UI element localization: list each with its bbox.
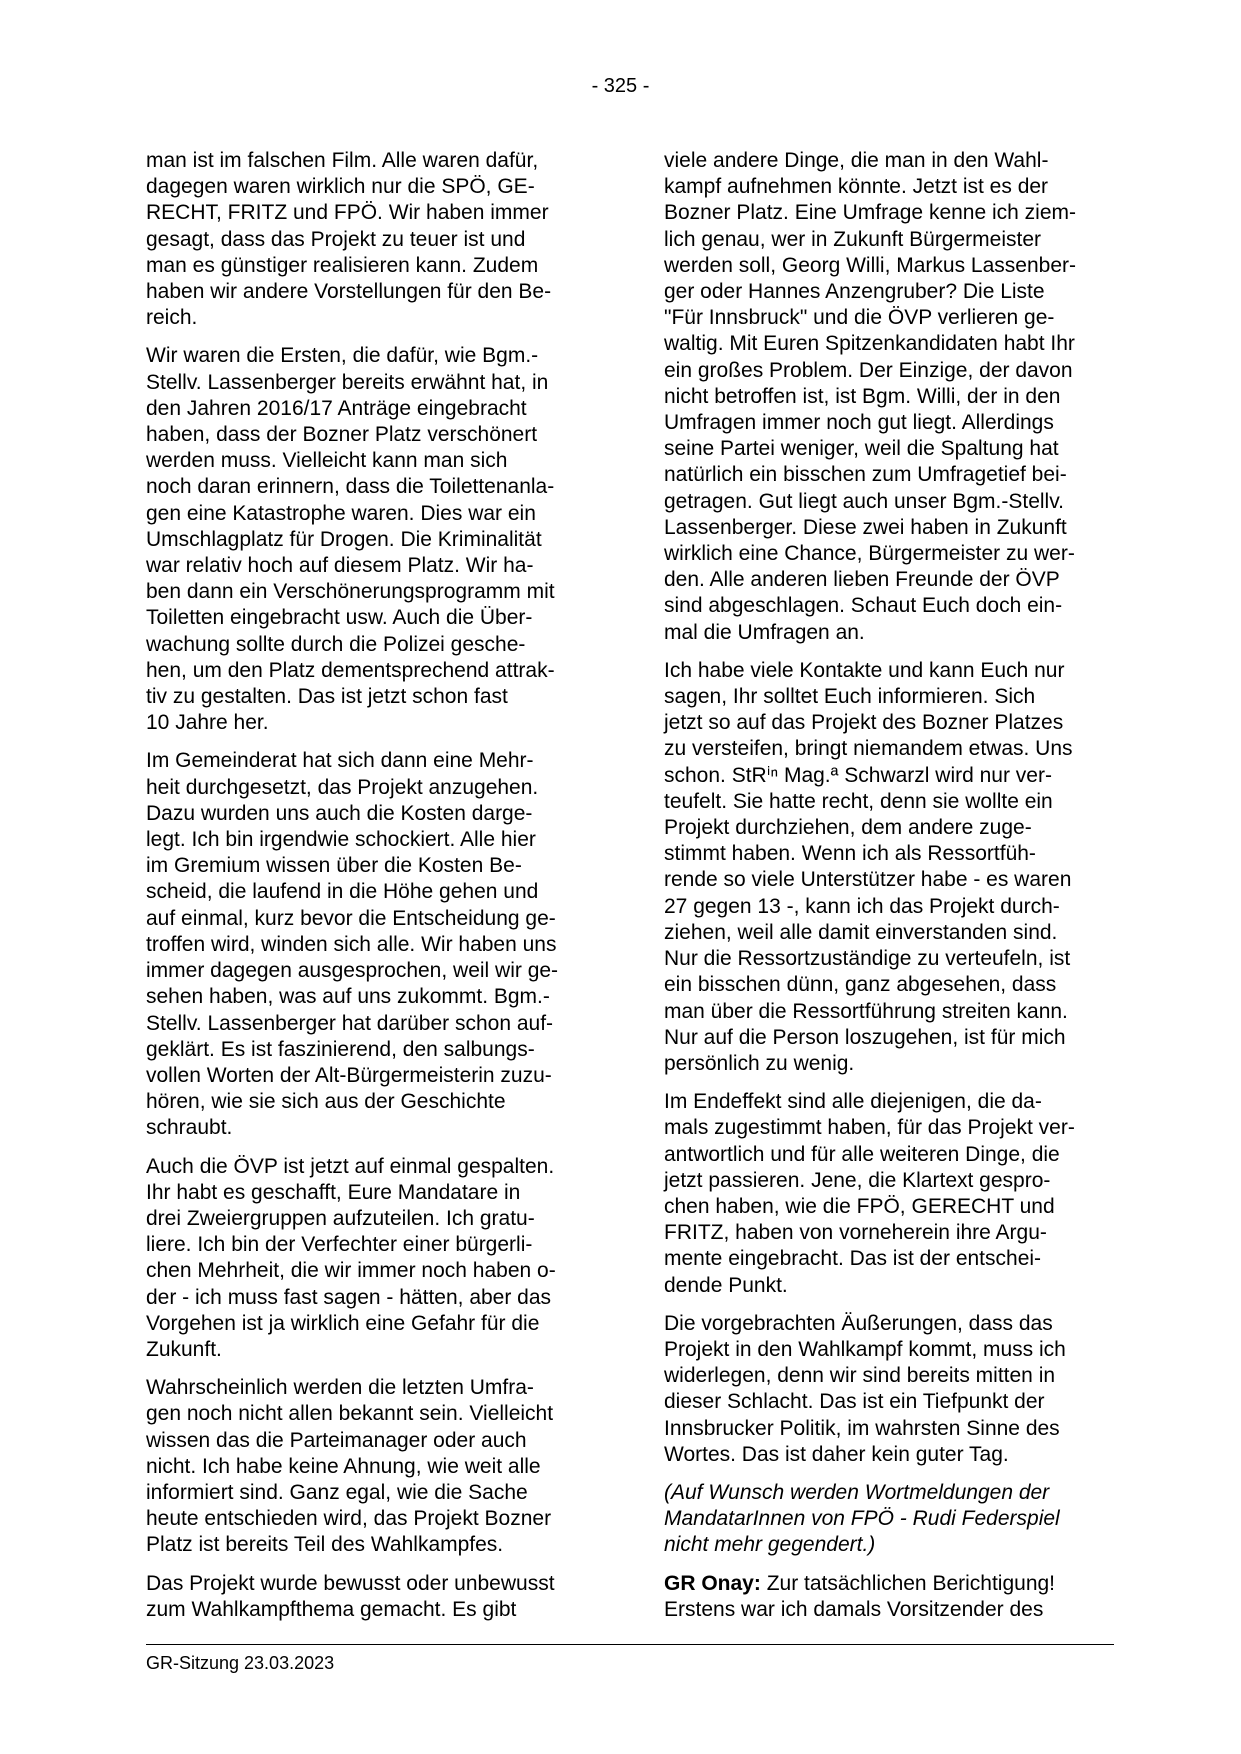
text-line: im Gremium wissen über die Kosten Be- bbox=[146, 854, 522, 878]
text-line: werden muss. Vielleicht kann man sich bbox=[146, 449, 508, 473]
text-line: auf einmal, kurz bevor die Entscheidung ge- bbox=[146, 906, 556, 930]
text-line: Wahrscheinlich werden die letzten Umfra- bbox=[146, 1376, 534, 1400]
text-line: dieser Schlacht. Das ist ein Tiefpunkt der bbox=[664, 1390, 1045, 1414]
final-paragraph bbox=[664, 1571, 1132, 1623]
text-line: Die vorgebrachten Äußerungen, dass das bbox=[664, 1311, 1053, 1335]
paragraph bbox=[664, 1089, 1132, 1299]
text-line: Stellv. Lassenberger hat darüber schon auf- bbox=[146, 1011, 554, 1035]
text-line: Innsbrucker Politik, im wahrsten Sinne des bbox=[664, 1416, 1060, 1440]
text-line: Wir waren die Ersten, die dafür, wie Bgm.- bbox=[146, 344, 539, 368]
text-line: seine Partei weniger, weil die Spaltung hat bbox=[664, 437, 1059, 461]
text-line: chen Mehrheit, die wir immer noch haben o- bbox=[146, 1259, 556, 1283]
text-line: Ich habe viele Kontakte und kann Euch nur bbox=[664, 658, 1065, 682]
text-line: troffen wird, winden sich alle. Wir haben uns bbox=[146, 932, 557, 956]
text-line: heit durchgesetzt, das Projekt anzugehen. bbox=[146, 775, 539, 799]
text-line: wachung sollte durch die Polizei gesche- bbox=[146, 632, 526, 656]
final-paragraph-text: Zur tatsächlichen Berichtigung! bbox=[760, 1571, 1056, 1595]
text-line: immer dagegen ausgesprochen, weil wir ge- bbox=[146, 959, 559, 983]
text-line: Vorgehen ist ja wirklich eine Gefahr für die bbox=[146, 1311, 540, 1335]
text-line: sagen, Ihr solltet Euch informieren. Sich bbox=[664, 685, 1036, 709]
text-line: Das Projekt wurde bewusst oder unbewusst bbox=[146, 1571, 555, 1595]
text-line: ein großes Problem. Der Einzige, der davon bbox=[664, 358, 1073, 382]
footer-divider bbox=[146, 1644, 1114, 1645]
text-line: zu versteifen, bringt niemandem etwas. Uns bbox=[664, 737, 1073, 761]
text-line: drei Zweiergruppen aufzuteilen. Ich gratu- bbox=[146, 1206, 535, 1230]
text-line: informiert sind. Ganz egal, wie die Sache bbox=[146, 1480, 528, 1504]
footer-session-date: GR-Sitzung 23.03.2023 bbox=[146, 1653, 335, 1673]
text-line: lich genau, wer in Zukunft Bürgermeister bbox=[664, 227, 1042, 251]
text-line: 27 gegen 13 -, kann ich das Projekt durch- bbox=[664, 894, 1060, 918]
italic-note-line: nicht mehr gegendert.) bbox=[664, 1533, 876, 1557]
text-line: getragen. Gut liegt auch unser Bgm.-Stellv. bbox=[664, 489, 1064, 513]
text-line: Nur die Ressortzuständige zu verteufeln, ist bbox=[664, 947, 1071, 971]
text-line: man ist im falschen Film. Alle waren dafür, bbox=[146, 149, 539, 172]
text-line: dende Punkt. bbox=[664, 1273, 788, 1297]
final-paragraph-line: Erstens war ich damals Vorsitzender des bbox=[664, 1597, 1044, 1621]
paragraph bbox=[146, 748, 614, 1141]
text-line: war relativ hoch auf diesem Platz. Wir ha- bbox=[146, 554, 534, 578]
text-line: kampf aufnehmen könnte. Jetzt ist es der bbox=[664, 175, 1049, 199]
text-line: Projekt in den Wahlkampf kommt, muss ich bbox=[664, 1337, 1066, 1361]
text-line: Projekt durchziehen, dem andere zuge- bbox=[664, 816, 1032, 840]
text-line: Umfragen immer noch gut liegt. Allerdings bbox=[664, 411, 1054, 435]
text-line: antwortlich und für alle weiteren Dinge, die bbox=[664, 1142, 1060, 1166]
text-line: den Jahren 2016/17 Anträge eingebracht bbox=[146, 396, 527, 420]
text-line: scheid, die laufend in die Höhe gehen und bbox=[146, 880, 539, 904]
text-line: viele andere Dinge, die man in den Wahl- bbox=[664, 149, 1049, 172]
text-line: man über die Ressortführung streiten kann. bbox=[664, 999, 1068, 1023]
text-line: jetzt passieren. Jene, die Klartext gespro- bbox=[664, 1168, 1051, 1192]
paragraph bbox=[146, 1375, 614, 1558]
text-line: liere. Ich bin der Verfechter einer bürgerli- bbox=[146, 1233, 533, 1257]
italic-note-line: MandatarInnen von FPÖ - Rudi Federspiel bbox=[664, 1507, 1060, 1531]
text-line: Bozner Platz. Eine Umfrage kenne ich ziem- bbox=[664, 201, 1077, 225]
text-line: zum Wahlkampfthema gemacht. Es gibt bbox=[146, 1597, 517, 1621]
text-line: man es günstiger realisieren kann. Zudem bbox=[146, 253, 539, 277]
text-line: 10 Jahre her. bbox=[146, 711, 269, 735]
paragraph bbox=[664, 148, 1132, 646]
text-line: chen haben, wie die FPÖ, GERECHT und bbox=[664, 1194, 1055, 1218]
text-line: Toiletten eingebracht usw. Auch die Über- bbox=[146, 606, 533, 630]
text-line: heute entschieden wird, das Projekt Bozner bbox=[146, 1507, 552, 1531]
paragraph bbox=[664, 1311, 1132, 1468]
right-text-column bbox=[664, 148, 1132, 1635]
text-line: wirklich eine Chance, Bürgermeister zu wer- bbox=[664, 542, 1075, 566]
text-line: Dazu wurden uns auch die Kosten darge- bbox=[146, 801, 533, 825]
text-line: Platz ist bereits Teil des Wahlkampfes. bbox=[146, 1533, 504, 1557]
speaker-name: GR Onay: bbox=[664, 1571, 761, 1595]
text-line: persönlich zu wenig. bbox=[664, 1051, 855, 1075]
text-line: mal die Umfragen an. bbox=[664, 620, 865, 644]
text-line: "Für Innsbruck" und die ÖVP verlieren ge- bbox=[664, 306, 1055, 330]
text-line: gen noch nicht allen bekannt sein. Vielleicht bbox=[146, 1402, 554, 1426]
text-line: jetzt so auf das Projekt des Bozner Platzes bbox=[664, 711, 1064, 735]
text-line: Stellv. Lassenberger bereits erwähnt hat, in bbox=[146, 370, 549, 394]
text-line: vollen Worten der Alt-Bürgermeisterin zuzu- bbox=[146, 1063, 552, 1087]
text-line: Zukunft. bbox=[146, 1337, 222, 1361]
text-line: RECHT, FRITZ und FPÖ. Wir haben immer bbox=[146, 201, 549, 225]
text-line: haben, dass der Bozner Platz verschönert bbox=[146, 423, 538, 447]
text-line: ger oder Hannes Anzengruber? Die Liste bbox=[664, 280, 1045, 304]
page-number: - 325 - bbox=[591, 75, 650, 97]
paragraph bbox=[146, 1571, 614, 1623]
text-line: werden soll, Georg Willi, Markus Lassenber- bbox=[664, 253, 1076, 277]
text-line: Nur auf die Person loszugehen, ist für mich bbox=[664, 1025, 1066, 1049]
text-line: haben wir andere Vorstellungen für den Be- bbox=[146, 280, 552, 304]
text-line: gen eine Katastrophe waren. Dies war ein bbox=[146, 501, 536, 525]
text-line: waltig. Mit Euren Spitzenkandidaten habt Ihr bbox=[664, 332, 1075, 356]
text-line: den. Alle anderen lieben Freunde der ÖVP bbox=[664, 568, 1060, 592]
text-line: Im Endeffekt sind alle diejenigen, die da- bbox=[664, 1090, 1042, 1114]
text-line: wissen das die Parteimanager oder auch bbox=[146, 1428, 527, 1452]
text-line: reich. bbox=[146, 306, 198, 330]
text-line: schraubt. bbox=[146, 1116, 233, 1140]
text-line: der - ich muss fast sagen - hätten, aber das bbox=[146, 1285, 552, 1309]
text-line: rende so viele Unterstützer habe - es waren bbox=[664, 868, 1072, 892]
paragraph bbox=[664, 658, 1132, 1077]
text-line: sind abgeschlagen. Schaut Euch doch ein- bbox=[664, 594, 1063, 618]
final-paragraph-line bbox=[664, 1571, 1132, 1597]
text-line: stimmt haben. Wenn ich als Ressortfüh- bbox=[664, 842, 1036, 866]
text-line: Wortes. Das ist daher kein guter Tag. bbox=[664, 1442, 1009, 1466]
text-line: ein bisschen dünn, ganz abgesehen, dass bbox=[664, 973, 1057, 997]
text-line: noch daran erinnern, dass die Toilettenanla- bbox=[146, 475, 555, 499]
text-line: nicht. Ich habe keine Ahnung, wie weit alle bbox=[146, 1454, 541, 1478]
text-line: Auch die ÖVP ist jetzt auf einmal gespalten. bbox=[146, 1154, 555, 1178]
text-line: legt. Ich bin irgendwie schockiert. Alle hier bbox=[146, 828, 536, 852]
text-line: dagegen waren wirklich nur die SPÖ, GE- bbox=[146, 175, 535, 199]
text-line: mente eingebracht. Das ist der entschei- bbox=[664, 1247, 1042, 1271]
text-line: nicht betroffen ist, ist Bgm. Willi, der in den bbox=[664, 384, 1061, 408]
right-column-paragraphs bbox=[664, 148, 1132, 1468]
text-line: geklärt. Es ist faszinierend, den salbungs- bbox=[146, 1037, 535, 1061]
text-line: widerlegen, denn wir sind bereits mitten in bbox=[664, 1364, 1056, 1388]
paragraph bbox=[146, 1154, 614, 1364]
left-text-column bbox=[146, 148, 614, 1635]
text-line: tiv zu gestalten. Das ist jetzt schon fast bbox=[146, 685, 508, 709]
text-line: schon. StRⁱⁿ Mag.ª Schwarzl wird nur ver- bbox=[664, 763, 1052, 787]
text-line: FRITZ, haben von vorneherein ihre Argu- bbox=[664, 1221, 1047, 1245]
text-line: gesagt, dass das Projekt zu teuer ist und bbox=[146, 227, 526, 251]
paragraph bbox=[146, 343, 614, 736]
text-line: ben dann ein Verschönerungsprogramm mit bbox=[146, 580, 555, 604]
text-line: Ihr habt es geschafft, Eure Mandatare in bbox=[146, 1180, 521, 1204]
text-line: natürlich ein bisschen zum Umfragetief bei- bbox=[664, 463, 1067, 487]
text-line: hen, um den Platz dementsprechend attrak- bbox=[146, 658, 555, 682]
text-line: ziehen, weil alle damit einverstanden sind. bbox=[664, 920, 1058, 944]
text-line: sehen haben, was auf uns zukommt. Bgm.- bbox=[146, 985, 550, 1009]
italic-note bbox=[664, 1480, 1132, 1559]
text-line: Umschlagplatz für Drogen. Die Kriminalität bbox=[146, 527, 542, 551]
text-line: hören, wie sie sich aus der Geschichte bbox=[146, 1090, 506, 1114]
text-line: Im Gemeinderat hat sich dann eine Mehr- bbox=[146, 749, 534, 773]
italic-note-line: (Auf Wunsch werden Wortmeldungen der bbox=[664, 1480, 1050, 1504]
paragraph bbox=[146, 148, 614, 331]
text-line: mals zugestimmt haben, für das Projekt ver- bbox=[664, 1116, 1075, 1140]
text-line: teufelt. Sie hatte recht, denn sie wollte ein bbox=[664, 789, 1053, 813]
text-line: Lassenberger. Diese zwei haben in Zukunft bbox=[664, 515, 1067, 539]
